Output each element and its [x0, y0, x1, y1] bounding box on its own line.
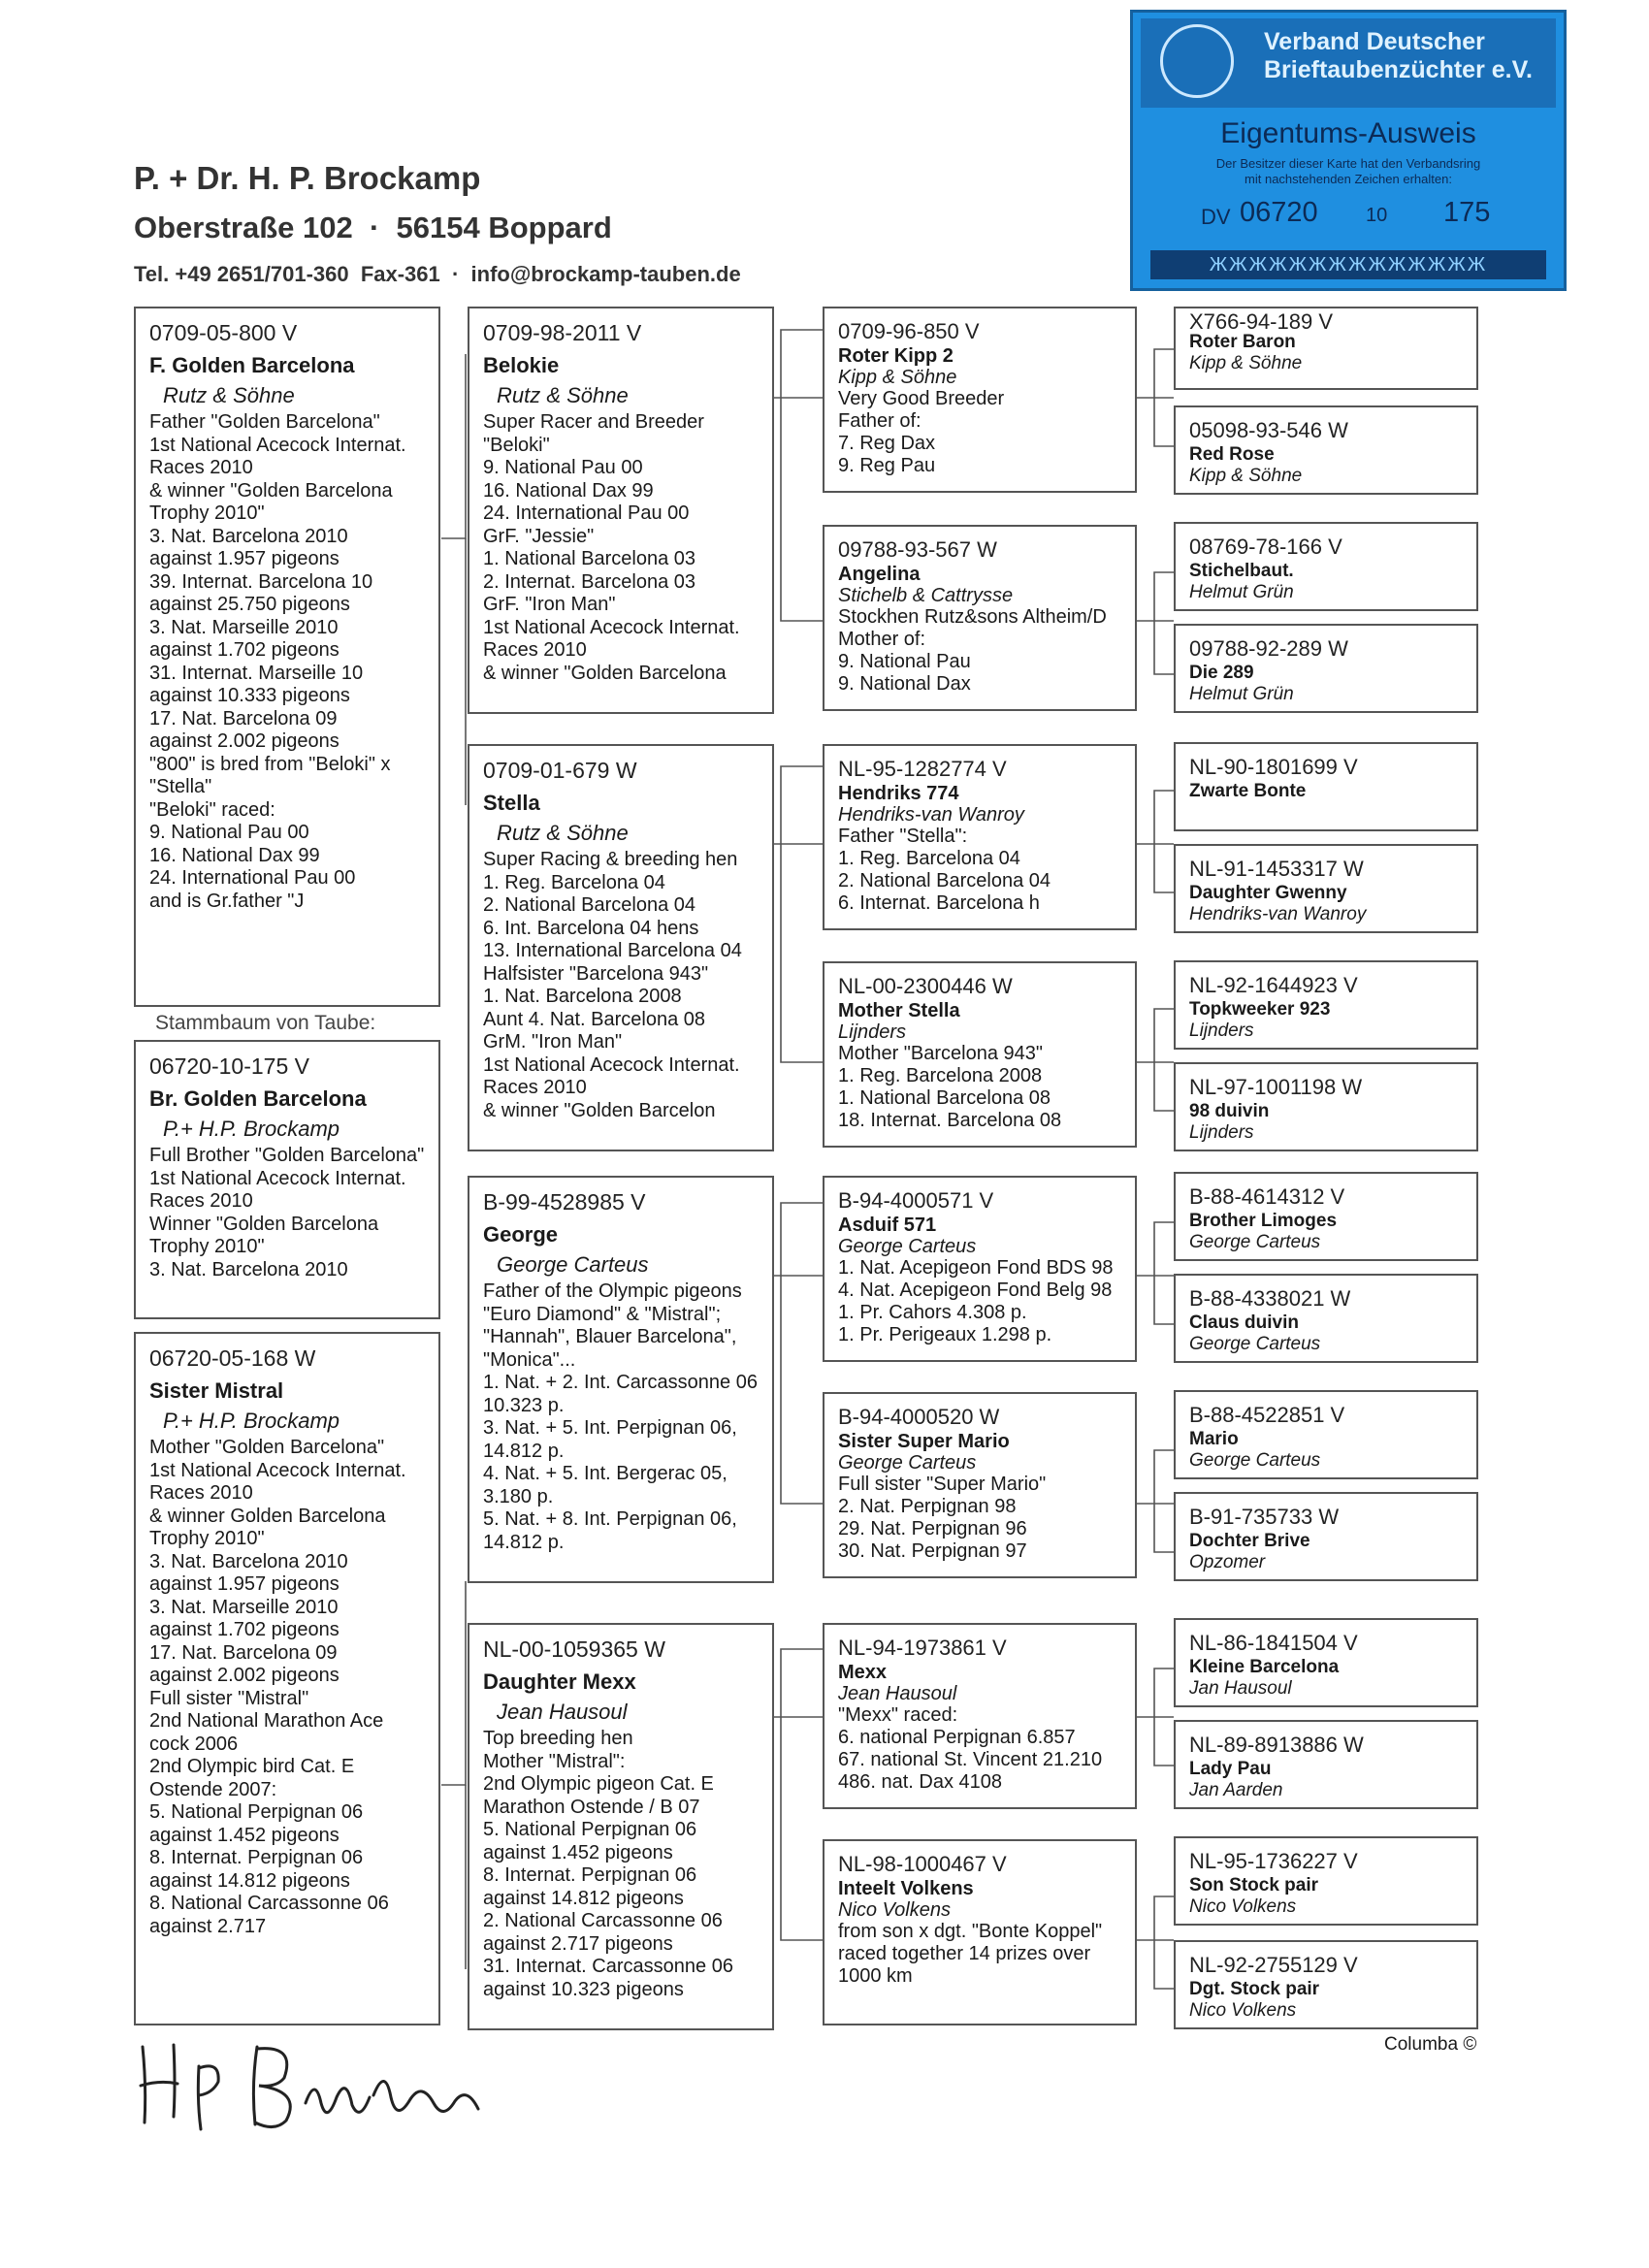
great-grandparent-breeder: Lijnders: [1189, 1021, 1254, 1041]
stamp-band: ЖЖЖЖЖЖЖЖЖЖЖЖЖЖ: [1150, 250, 1546, 279]
brother-card: [134, 1040, 440, 1319]
great-grandparent-name: Red Rose: [1189, 444, 1275, 465]
great-grandparent-ring: NL-92-2755129 V: [1189, 1953, 1358, 1977]
great-grandparent-card: [1174, 405, 1478, 495]
grandparent-name: Hendriks 774: [838, 783, 959, 804]
sister-breeder: P.+ H.P. Brockamp: [163, 1409, 340, 1433]
parent-card: [468, 1623, 774, 2030]
parent-ring: B-99-4528985 V: [483, 1189, 646, 1215]
great-grandparent-ring: B-88-4522851 V: [1189, 1403, 1345, 1427]
great-grandparent-name: Topkweeker 923: [1189, 999, 1331, 1020]
brother-text: Full Brother "Golden Barcelona" 1st National Acecock Internat. Races 2010 Winner "Golden Barcelona Trophy 2010" 3. Nat. Barcelona 2010: [149, 1145, 425, 1280]
brother-breeder: P.+ H.P. Brockamp: [163, 1117, 340, 1141]
great-grandparent-name: Dgt. Stock pair: [1189, 1979, 1320, 1999]
parent-name: Stella: [483, 791, 540, 815]
parent-breeder: George Carteus: [497, 1252, 649, 1277]
stamp-subtitle: Der Besitzer dieser Karte hat den Verbandsring mit nachstehenden Zeichen erhalten:: [1215, 156, 1481, 186]
subject-card: [134, 307, 440, 1007]
grandparent-card: [823, 1392, 1137, 1578]
great-grandparent-ring: NL-92-1644923 V: [1189, 973, 1358, 997]
great-grandparent-card: [1174, 1940, 1478, 2029]
great-grandparent-card: [1174, 1274, 1478, 1363]
parent-name: Belokie: [483, 353, 560, 377]
sister-name: Sister Mistral: [149, 1378, 284, 1403]
stamp-number: 06720: [1240, 197, 1318, 228]
subject-text: Father "Golden Barcelona" 1st National Acecock Internat. Races 2010 & winner "Golden Barcelona Trophy 2010" 3. Nat. Barcelona 2010 against 1.957 pigeons 39. Internat. Barcelona 10 against 25.750 pigeons 3. Nat. Marseille 2010 against 1.702 pigeons 31. Internat. Marseille 10 against 10.333 pigeons 17. Nat. Barcelona 09 against 2.002 pigeons "800" is bred from "Beloki" x "Stella" "Beloki" raced: 9. National Pau 00 16. National Dax 99 24. International Pau 00 and is Gr.father "J: [149, 411, 406, 912]
great-grandparent-card: [1174, 1062, 1478, 1151]
parent-breeder: Jean Hausoul: [497, 1700, 628, 1724]
great-grandparent-ring: NL-95-1736227 V: [1189, 1849, 1358, 1873]
stamp-year: 10: [1366, 205, 1388, 226]
grandparent-breeder: Jean Hausoul: [838, 1683, 957, 1704]
parent-text: Super Racer and Breeder "Beloki" 9. National Pau 00 16. National Dax 99 24. International Pau 00 GrF. "Jessie" 1. National Barcelona 03 2. Internat. Barcelona 03 GrF. "Iron Man" 1st National Acecock Internat. Races 2010 & winner "Golden Barcelona: [483, 411, 740, 684]
great-grandparent-ring: NL-86-1841504 V: [1189, 1631, 1358, 1655]
great-grandparent-ring: NL-97-1001198 W: [1189, 1075, 1363, 1099]
grandparent-card: [823, 961, 1137, 1148]
brother-ring: 06720-10-175 V: [149, 1053, 309, 1079]
great-grandparent-card: [1174, 1390, 1478, 1479]
stamp-title: Eigentums-Ausweis: [1220, 117, 1476, 149]
great-grandparent-name: Kleine Barcelona: [1189, 1657, 1340, 1677]
parent-card: [468, 1176, 774, 1583]
great-grandparent-breeder: Lijnders: [1189, 1122, 1254, 1143]
great-grandparent-breeder: Opzomer: [1189, 1552, 1266, 1572]
grandparent-breeder: Kipp & Söhne: [838, 367, 957, 388]
grandparent-name: Inteelt Volkens: [838, 1878, 974, 1899]
parent-breeder: Rutz & Söhne: [497, 821, 629, 845]
great-grandparent-breeder: Jan Aarden: [1189, 1780, 1283, 1800]
great-grandparent-breeder: George Carteus: [1189, 1334, 1321, 1354]
stamp-prefix: DV: [1201, 205, 1231, 229]
grandparent-card: [823, 1839, 1137, 2025]
grandparent-name: Roter Kipp 2: [838, 345, 954, 367]
grandparent-name: Sister Super Mario: [838, 1431, 1010, 1452]
parent-name: George: [483, 1222, 559, 1247]
copyright-note: Columba ©: [1384, 2034, 1477, 2055]
grandparent-text: 1. Nat. Acepigeon Fond BDS 98 4. Nat. Acepigeon Fond Belg 98 1. Pr. Cahors 4.308 p. 1. Pr. Perigeaux 1.298 p.: [838, 1257, 1114, 1345]
great-grandparent-card: [1174, 624, 1478, 713]
great-grandparent-ring: NL-90-1801699 V: [1189, 755, 1358, 779]
grandparent-breeder: George Carteus: [838, 1236, 977, 1257]
parent-text: Super Racing & breeding hen 1. Reg. Barcelona 04 2. National Barcelona 04 6. Int. Barcelona 04 hens 13. International Barcelona 04 Halfsister "Barcelona 943" 1. Nat. Barcelona 2008 Aunt 4. Nat. Barcelona 08 GrM. "Iron Man" 1st National Acecock Internat. Races 2010 & winner "Golden Barcelon: [483, 849, 742, 1121]
great-grandparent-card: [1174, 522, 1478, 611]
great-grandparent-name: Lady Pau: [1189, 1759, 1272, 1779]
great-grandparent-card: [1174, 844, 1478, 933]
parent-ring: 0709-01-679 W: [483, 758, 637, 783]
owner-address: Oberstraße 102 · 56154 Boppard: [134, 211, 612, 244]
parent-ring: 0709-98-2011 V: [483, 320, 642, 345]
grandparent-breeder: Lijnders: [838, 1021, 907, 1043]
grandparent-card: [823, 744, 1137, 930]
grandparent-text: Mother "Barcelona 943" 1. Reg. Barcelona 2008 1. National Barcelona 08 18. Internat. Barcelona 08: [838, 1043, 1062, 1131]
great-grandparent-card: [1174, 1492, 1478, 1581]
grandparent-breeder: Nico Volkens: [838, 1899, 951, 1921]
grandparent-text: Stockhen Rutz&sons Altheim/D Mother of: 9. National Pau 9. National Dax: [838, 606, 1107, 695]
great-grandparent-card: [1174, 1618, 1478, 1707]
great-grandparent-breeder: George Carteus: [1189, 1232, 1321, 1252]
great-grandparent-breeder: Hendriks-van Wanroy: [1189, 904, 1367, 924]
grandparent-name: Mother Stella: [838, 1000, 960, 1021]
great-grandparent-breeder: Helmut Grün: [1189, 582, 1294, 602]
owner-name: P. + Dr. H. P. Brockamp: [134, 160, 481, 196]
great-grandparent-name: Zwarte Bonte: [1189, 781, 1307, 801]
great-grandparent-breeder: Jan Hausoul: [1189, 1678, 1292, 1699]
grandparent-ring: NL-98-1000467 V: [838, 1852, 1007, 1876]
stamp-org: Verband Deutscher Brieftaubenzüchter e.V.: [1264, 28, 1533, 83]
great-grandparent-name: Brother Limoges: [1189, 1211, 1338, 1231]
grandparent-ring: B-94-4000571 V: [838, 1188, 994, 1213]
great-grandparent-name: Die 289: [1189, 663, 1254, 683]
grandparent-card: [823, 307, 1137, 493]
parent-breeder: Rutz & Söhne: [497, 383, 629, 407]
subject-name: F. Golden Barcelona: [149, 353, 355, 377]
sister-card: [134, 1332, 440, 2025]
handwritten-signature: [131, 2008, 558, 2144]
grandparent-card: [823, 1176, 1137, 1362]
great-grandparent-card: [1174, 1172, 1478, 1261]
great-grandparent-ring: NL-91-1453317 W: [1189, 857, 1364, 881]
grandparent-name: Mexx: [838, 1662, 888, 1683]
grandparent-ring: B-94-4000520 W: [838, 1405, 1000, 1429]
great-grandparent-ring: 08769-78-166 V: [1189, 535, 1342, 559]
pedigree-label: Stammbaum von Taube:: [155, 1012, 376, 1034]
great-grandparent-ring: B-88-4614312 V: [1189, 1184, 1345, 1209]
brother-name: Br. Golden Barcelona: [149, 1086, 367, 1111]
grandparent-ring: NL-00-2300446 W: [838, 974, 1013, 998]
great-grandparent-breeder: Helmut Grün: [1189, 684, 1294, 704]
grandparent-card: [823, 1623, 1137, 1809]
parent-text: Top breeding hen Mother "Mistral": 2nd Olympic pigeon Cat. E Marathon Ostende / B 07 5. National Perpignan 06 against 1.452 pigeons 8. Internat. Perpignan 06 against 14.812 pigeons 2. National Carcassonne 06 against 2.717 pigeons 31. Internat. Carcassonne 06 against 10.323 pigeons: [483, 1728, 733, 2000]
great-grandparent-card: [1174, 960, 1478, 1050]
great-grandparent-ring: B-88-4338021 W: [1189, 1286, 1351, 1311]
great-grandparent-ring: 05098-93-546 W: [1189, 418, 1348, 442]
parent-card: [468, 307, 774, 714]
great-grandparent-card: [1174, 742, 1478, 831]
grandparent-text: Father "Stella": 1. Reg. Barcelona 04 2. National Barcelona 04 6. Internat. Barcelona h: [838, 826, 1051, 914]
grandparent-name: Angelina: [838, 564, 921, 585]
great-grandparent-name: Mario: [1189, 1429, 1239, 1449]
great-grandparent-breeder: Kipp & Söhne: [1189, 466, 1303, 486]
parent-card: [468, 744, 774, 1151]
great-grandparent-breeder: Nico Volkens: [1189, 1896, 1297, 1917]
great-grandparent-breeder: George Carteus: [1189, 1450, 1321, 1471]
sister-text: Mother "Golden Barcelona" 1st National Acecock Internat. Races 2010 & winner Golden Barcelona Trophy 2010" 3. Nat. Barcelona 2010 against 1.957 pigeons 3. Nat. Marseille 2010 against 1.702 pigeons 17. Nat. Barcelona 09 against 2.002 pigeons Full sister "Mistral" 2nd National Marathon Ace cock 2006 2nd Olympic bird Cat. E Ostende 2007: 5. National Perpignan 06 against 1.452 pigeons 8. Internat. Perpignan 06 against 14.812 pigeons 8. National Carcassonne 06 against 2.717: [149, 1437, 406, 1937]
great-grandparent-ring: X766-94-189 V: [1189, 309, 1333, 334]
subject-ring: 0709-05-800 V: [149, 320, 298, 345]
grandparent-breeder: George Carteus: [838, 1452, 977, 1474]
parent-name: Daughter Mexx: [483, 1669, 636, 1694]
stamp-ring: 175: [1443, 197, 1491, 228]
great-grandparent-card: [1174, 1720, 1478, 1809]
great-grandparent-card: [1174, 1836, 1478, 1926]
parent-text: Father of the Olympic pigeons "Euro Diamond" & "Mistral"; "Hannah", Blauer Barcelona", "Monica"... 1. Nat. + 2. Int. Carcassonne 06 10.323 p. 3. Nat. + 5. Int. Perpignan 06, 14.812 p. 4. Nat. + 5. Int. Bergerac 05, 3.180 p. 5. Nat. + 8. Int. Perpignan 06, 14.812 p.: [483, 1280, 758, 1553]
great-grandparent-breeder: Kipp & Söhne: [1189, 353, 1303, 373]
grandparent-ring: NL-95-1282774 V: [838, 757, 1007, 781]
grandparent-breeder: Stichelb & Cattrysse: [838, 585, 1014, 606]
grandparent-text: Full sister "Super Mario" 2. Nat. Perpignan 98 29. Nat. Perpignan 96 30. Nat. Perpignan 97: [838, 1474, 1047, 1562]
great-grandparent-name: 98 duivin: [1189, 1101, 1270, 1121]
grandparent-ring: 09788-93-567 W: [838, 537, 997, 562]
grandparent-ring: 0709-96-850 V: [838, 319, 980, 343]
great-grandparent-name: Dochter Brive: [1189, 1531, 1310, 1551]
great-grandparent-name: Daughter Gwenny: [1189, 883, 1347, 903]
parent-ring: NL-00-1059365 W: [483, 1636, 665, 1662]
great-grandparent-name: Stichelbaut.: [1189, 561, 1294, 581]
sister-ring: 06720-05-168 W: [149, 1345, 316, 1371]
grandparent-name: Asduif 571: [838, 1215, 937, 1236]
great-grandparent-breeder: Nico Volkens: [1189, 2000, 1297, 2021]
great-grandparent-name: Claus duivin: [1189, 1312, 1299, 1333]
great-grandparent-name: Roter Baron: [1189, 332, 1296, 352]
grandparent-breeder: Hendriks-van Wanroy: [838, 804, 1024, 826]
grandparent-text: Very Good Breeder Father of: 7. Reg Dax 9. Reg Pau: [838, 388, 1005, 476]
great-grandparent-ring: NL-89-8913886 W: [1189, 1733, 1364, 1757]
great-grandparent-name: Son Stock pair: [1189, 1875, 1319, 1895]
grandparent-ring: NL-94-1973861 V: [838, 1636, 1007, 1660]
great-grandparent-ring: B-91-735733 W: [1189, 1505, 1340, 1529]
subject-breeder: Rutz & Söhne: [163, 383, 295, 407]
grandparent-card: [823, 525, 1137, 711]
great-grandparent-card: [1174, 307, 1478, 390]
great-grandparent-ring: 09788-92-289 W: [1189, 636, 1348, 661]
grandparent-text: "Mexx" raced: 6. national Perpignan 6.857 67. national St. Vincent 21.210 486. nat. Dax 4108: [838, 1704, 1103, 1793]
grandparent-text: from son x dgt. "Bonte Koppel" raced together 14 prizes over 1000 km: [838, 1921, 1103, 1987]
owner-contact: Tel. +49 2651/701-360 Fax-361 · info@brockamp-tauben.de: [134, 262, 741, 286]
